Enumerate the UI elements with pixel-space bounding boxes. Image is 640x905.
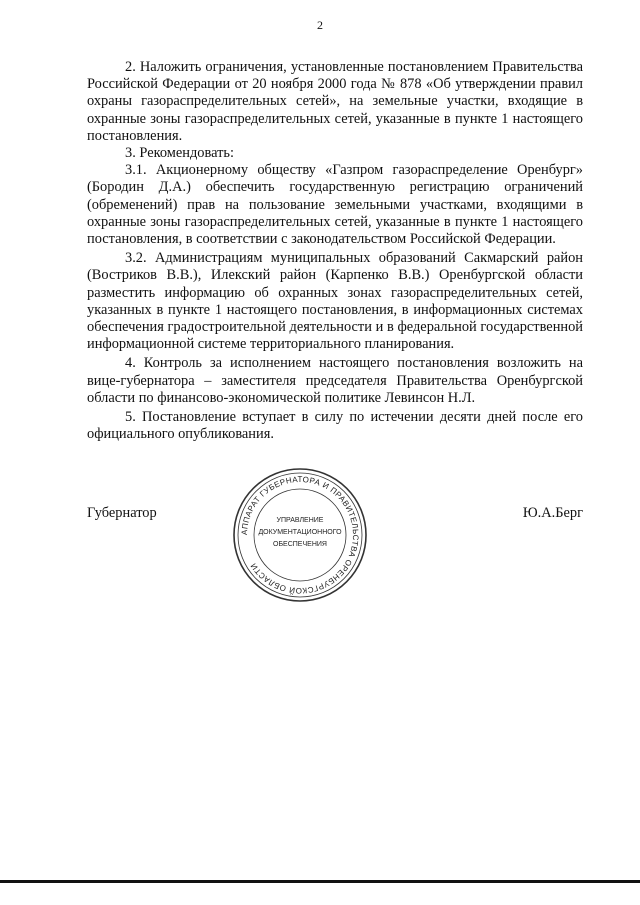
seal-line-1: УПРАВЛЕНИЕ [276,517,324,524]
paragraph-5: 5. Постановление вступает в силу по истечении десяти дней после его официального опубликования. [87,409,583,443]
signer-name: Ю.А.Берг [522,505,583,521]
paragraph-2: 2. Наложить ограничения, установленные постановлением Правительства Российской Федерации от 20 ноября 2000 года № 878 «Об утверждении правил охраны газораспределительных сетей», на земельные участки, входящие в охранные зоны газораспределительных сетей, указанные в пункте 1 настоящего постановления. [87,59,583,144]
seal-ring-text: АППАРАТ ГУБЕРНАТОРА И ПРАВИТЕЛЬСТВА ОРЕНБУРГСКОЙ ОБЛАСТИ [239,474,361,596]
bottom-rule [0,880,640,883]
paragraph-3: 3. Рекомендовать: [125,145,234,162]
page-number: 2 [317,18,323,32]
official-seal [230,465,370,605]
signer-title: Губернатор [87,505,157,521]
seal-line-3: ОБЕСПЕЧЕНИЯ [273,541,327,548]
seal-line-2: ДОКУМЕНТАЦИОННОГО [258,529,342,536]
paragraph-4: 4. Контроль за исполнением настоящего постановления возложить на вице-губернатора – заместителя председателя Правительства Оренбургской области по финансово-экономической политике Левинсон Н.Л. [87,355,583,406]
paragraph-3-1: 3.1. Акционерному обществу «Газпром газораспределение Оренбург» (Бородин Д.А.) обеспечить государственную регистрацию ограничений (обременений) прав на пользование земельными участками, входящими в охранные зоны газораспределительных сетей, указанные в пункте 1 настоящего постановления, в соответствии с законодательством Российской Федерации. [87,162,583,248]
paragraph-3-2: 3.2. Администрациям муниципальных образований Сакмарский район (Востриков В.В.), Илекский район (Карпенко В.В.) Оренбургской области разместить информацию об охранных зонах газораспределительных сетей, указанных в пункте 1 настоящего постановления, в информационных системах обеспечения градостроительной деятельности и в федеральной государственной информационной системе территориального планирования. [87,250,583,353]
document-body [87,59,583,443]
